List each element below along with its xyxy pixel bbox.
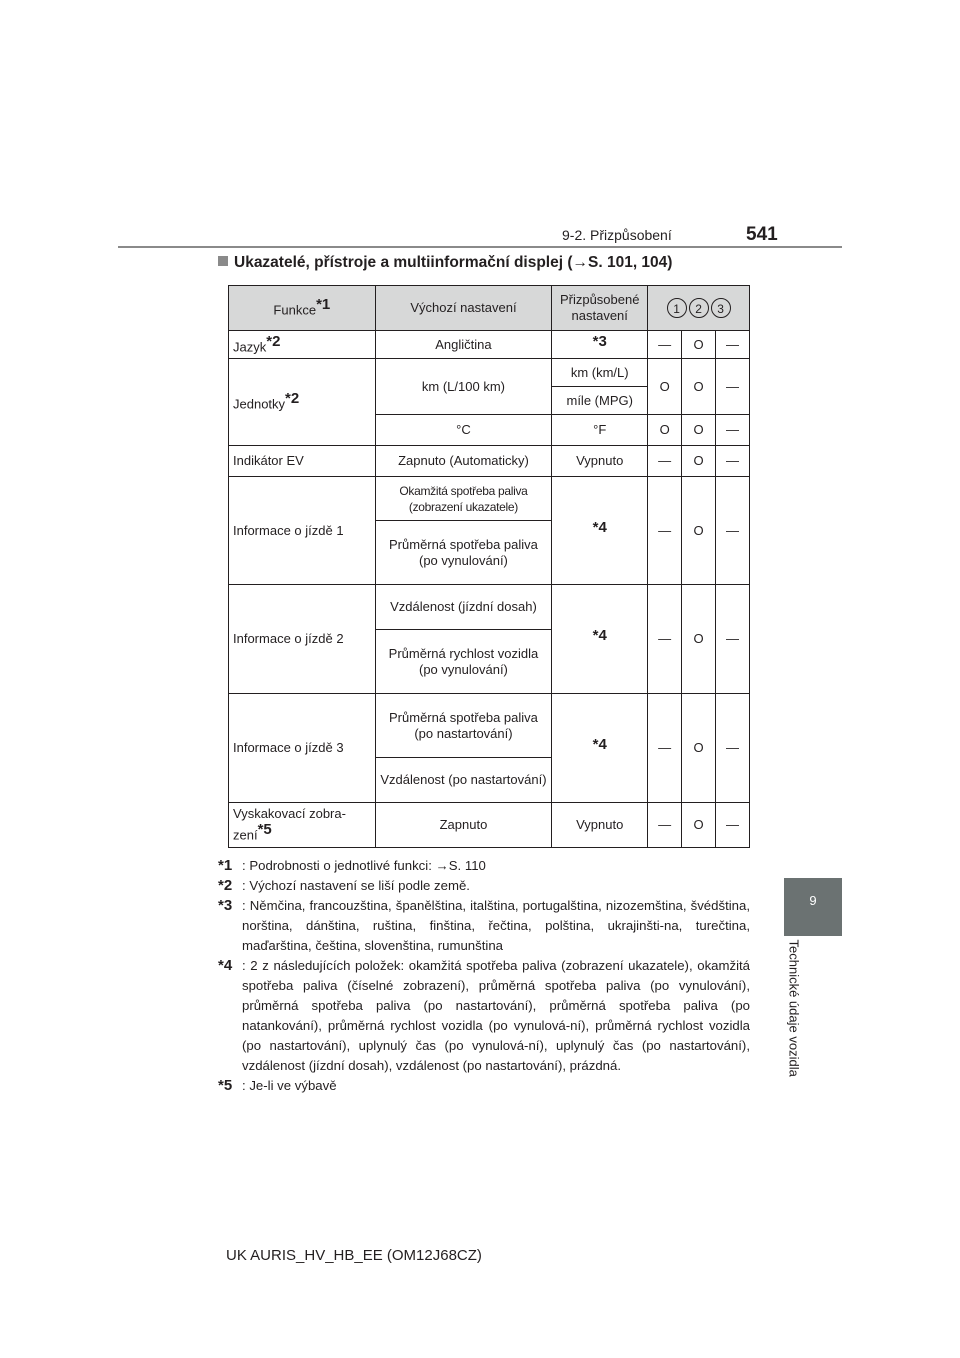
cell-default: Vzdálenost (po nastartování) [375,758,552,803]
cell-default: Zapnuto [375,803,552,848]
cell-default: Vzdálenost (jízdní dosah) [375,585,552,630]
cell-custom: *4 [552,694,648,803]
cell-default: Průměrná spotřeba paliva (po vynulování) [375,521,552,585]
section-heading-text: Ukazatelé, přístroje a multiinformační displej (→S. 101, 104) [234,254,673,271]
cell-custom: míle (MPG) [552,387,648,415]
cell-col3: — [716,477,750,585]
cell-col2: O [682,477,716,585]
cell-col2: O [682,585,716,694]
cell-col1: O [648,359,682,415]
circle-2-icon: 2 [689,298,709,318]
header-custom: Přizpůsobené nastavení [552,286,648,331]
table-row [229,694,750,758]
cell-default: °C [375,415,552,446]
cell-col2: O [682,446,716,477]
table-row [229,359,750,387]
table-row [229,331,750,359]
table-row [229,803,750,848]
cell-function: Vyskakovací zobra-zení$^{*5}$ [229,803,376,848]
table-row [229,585,750,630]
cell-col2: O [682,331,716,359]
page-number: 541 [746,224,778,245]
section-heading [218,254,672,272]
header-default: Výchozí nastavení [375,286,552,331]
cell-custom: *4 [552,477,648,585]
cell-col1: — [648,331,682,359]
cell-col1: — [648,477,682,585]
cell-col3: — [716,415,750,446]
footnotes [218,856,750,1096]
cell-function: Informace o jízdě 1 [229,477,376,585]
table-header-row [229,286,750,331]
table-row [229,446,750,477]
cell-custom: °F [552,415,648,446]
section-title: 9-2. Přizpůsobení [562,227,672,243]
cell-col1: — [648,694,682,803]
cell-col2: O [682,694,716,803]
cell-function: Indikátor EV [229,446,376,477]
cell-default: Angličtina [375,331,552,359]
cell-col3: — [716,585,750,694]
cell-col1: — [648,585,682,694]
cell-col3: — [716,331,750,359]
circle-3-icon: 3 [711,298,731,318]
chapter-tab: 9 [784,878,842,936]
footnote: *5 : Je-li ve výbavě [218,1077,337,1094]
cell-custom: *3 [552,331,648,359]
cell-col3: — [716,694,750,803]
cell-default: km (L/100 km) [375,359,552,415]
cell-col2: O [682,415,716,446]
footnote: *1 : Podrobnosti o jednotlivé funkci: →S. 110 [218,857,486,874]
cell-custom: km (km/L) [552,359,648,387]
footnote: *4 : 2 z následujících položek: okamžitá spotřeba paliva (zobrazení ukazatele), okamžitá spotřeba paliva (číselné zobrazení), průměrná spotřeba paliva (po vynulování), průměrná spotřeba paliva (po nastartování), průměrná spotřeba paliva (po natankování), průměrná rychlost vozidla (po vynulová-ní), průměrná rychlost vozidla (po nastartování), uplynulý čas (po vynulová-ní), uplynulý čas (po nastartování), vzdálenost (jízdní dosah), vzdálenost (po nastartování), prázdná. [218,957,750,1073]
footnote: *2 : Výchozí nastavení se liší podle země. [218,877,470,894]
footnote: *3 : Němčina, francouzština, španělština, italština, portugalština, nizozemština, švédština, norština, dánština, ruština, finština, řečtina, polština, ukrajinšti-na, turečtina, maďarština, čeština, slovenština, rumunština [218,897,750,953]
chapter-label-text: Technické údaje vozidla [786,939,802,1077]
cell-default: Zapnuto (Automaticky) [375,446,552,477]
cell-function: Informace o jízdě 3 [229,694,376,803]
cell-function: Informace o jízdě 2 [229,585,376,694]
cell-col2: O [682,359,716,415]
cell-col1: O [648,415,682,446]
cell-col1: — [648,446,682,477]
chapter-label [786,940,802,1120]
cell-default: Okamžitá spotřeba paliva (zobrazení ukazatele) [375,477,552,521]
cell-col3: — [716,446,750,477]
cell-function: Jazyk$^{*2}$ [229,331,376,359]
settings-table [228,285,750,848]
cell-custom: *4 [552,585,648,694]
table-row [229,477,750,521]
cell-col3: — [716,359,750,415]
cell-col2: O [682,803,716,848]
header-divider [118,246,842,248]
cell-col1: — [648,803,682,848]
cell-custom: Vypnuto [552,446,648,477]
cell-function: Jednotky$^{*2}$ [229,359,376,446]
cell-col3: — [716,803,750,848]
header-funkce: Funkce$^{*1}$ [229,286,376,331]
header-circles [648,286,750,331]
document-code: UK AURIS_HV_HB_EE (OM12J68CZ) [226,1247,482,1264]
square-bullet-icon [218,256,228,266]
circle-1-icon: 1 [667,298,687,318]
cell-default: Průměrná rychlost vozidla (po vynulování) [375,630,552,694]
cell-default: Průměrná spotřeba paliva (po nastartování) [375,694,552,758]
cell-custom: Vypnuto [552,803,648,848]
